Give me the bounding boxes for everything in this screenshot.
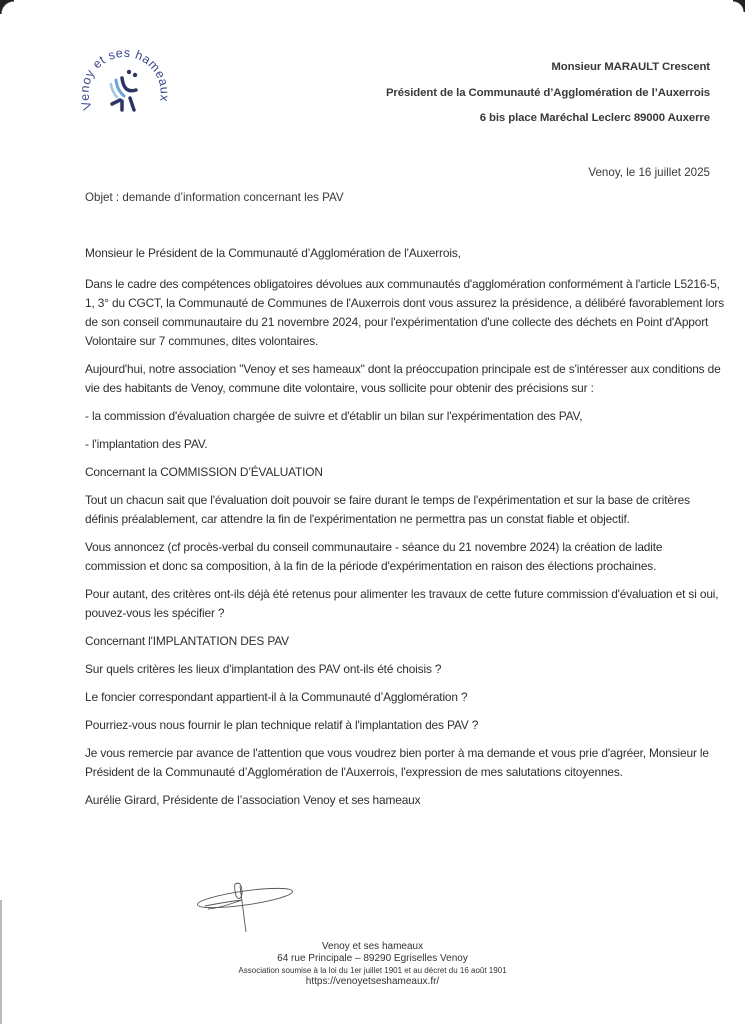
recipient-title: Président de la Communauté d’Agglomération de l’Auxerrois xyxy=(385,86,710,99)
signature-icon xyxy=(190,882,300,937)
letter-body xyxy=(85,244,725,819)
scan-corner xyxy=(733,0,745,12)
footer-address: 64 rue Principale – 89290 Egriselles Venoy xyxy=(277,953,468,964)
closing-paragraph: Je vous remercie par avance de l'attention que vous voudrez bien porter à ma demande et vous prie d'agréer, Monsieur le Président de la Communauté d’Agglomération de l'Auxerrois, l'expression de mes salutations citoyennes. xyxy=(85,746,709,779)
handwritten-signature xyxy=(190,882,300,937)
logo-text: Venoy et ses hameaux xyxy=(78,45,172,112)
letter-footer xyxy=(0,941,745,988)
footer-org-name: Venoy et ses hameaux xyxy=(321,941,424,952)
paragraph: Dans le cadre des compétences obligatoires dévolues aux communautés d'agglomération conformément à l'article L5216-5, 1, 3° du CGCT, la Communauté de Communes de l'Auxerrois dont vous assurez la présidence, a délibéré favorablement lors de son conseil communautaire du 21 novembre 2024, pour l'expérimentation d'une collecte des déchets en Point d'Apport Volontaire sur 7 communes, dites volontaires. xyxy=(85,277,725,348)
subject-line: Objet : demande d’information concernant les PAV xyxy=(85,191,344,204)
recipient-name: Monsieur MARAULT Crescent xyxy=(551,61,710,73)
scan-corner xyxy=(0,0,14,14)
recipient-block xyxy=(386,55,710,132)
section-heading: Concernant la COMMISSION D’ÉVALUATION xyxy=(85,465,323,479)
date-line: Venoy, le 16 juillet 2025 xyxy=(588,166,710,179)
footer-website[interactable]: https://venoyetseshameaux.fr/ xyxy=(305,976,440,987)
paragraph: Tout un chacun sait que l'évaluation doit pouvoir se faire durant le temps de l'expérimentation et sur la base de critères définis préalablement, car attendre la fin de l'expérimentation ne permettra pas un constat fiable et objectif. xyxy=(85,493,690,526)
question: Sur quels critères les lieux d'implantation des PAV ont-ils été choisis ? xyxy=(85,662,442,676)
paragraph: Pour autant, des critères ont-ils déjà été retenus pour alimenter les travaux de cette future commission d'évaluation et si oui, pouvez-vous les spécifier ? xyxy=(85,587,719,620)
salutation: Monsieur le Président de la Communauté d’Agglomération de l'Auxerrois, xyxy=(85,246,461,260)
footer-legal: Association soumise à la loi du 1er juillet 1901 et au décret du 16 août 1901 xyxy=(238,966,507,975)
signatory: Aurélie Girard, Présidente de l’association Venoy et ses hameaux xyxy=(85,793,421,807)
association-logo xyxy=(78,38,178,124)
question: Le foncier correspondant appartient-il à la Communauté d’Agglomération ? xyxy=(85,690,468,704)
paragraph: Aujourd'hui, notre association "Venoy et ses hameaux" dont la préoccupation principale est de s'intéresser aux conditions de vie des habitants de Venoy, commune dite volontaire, vous sollicite pour obtenir des précisions sur : xyxy=(85,362,721,395)
section-heading: Concernant l'IMPLANTATION DES PAV xyxy=(85,634,289,648)
recipient-address: 6 bis place Maréchal Leclerc 89000 Auxerre xyxy=(479,112,710,124)
paragraph: Vous annoncez (cf procès-verbal du conseil communautaire - séance du 21 novembre 2024) la création de ladite commission et donc sa composition, à la fin de la période d'expérimentation en raison des élections prochaines. xyxy=(85,540,663,573)
bullet-item: - l'implantation des PAV. xyxy=(85,437,208,451)
logo-icon xyxy=(78,38,178,124)
question: Pourriez-vous nous fournir le plan technique relatif à l'implantation des PAV ? xyxy=(85,718,479,732)
bullet-item: - la commission d'évaluation chargée de suivre et d'établir un bilan sur l'expérimentation des PAV, xyxy=(85,409,583,423)
svg-text:Venoy et ses hameaux xyxy=(78,46,172,112)
